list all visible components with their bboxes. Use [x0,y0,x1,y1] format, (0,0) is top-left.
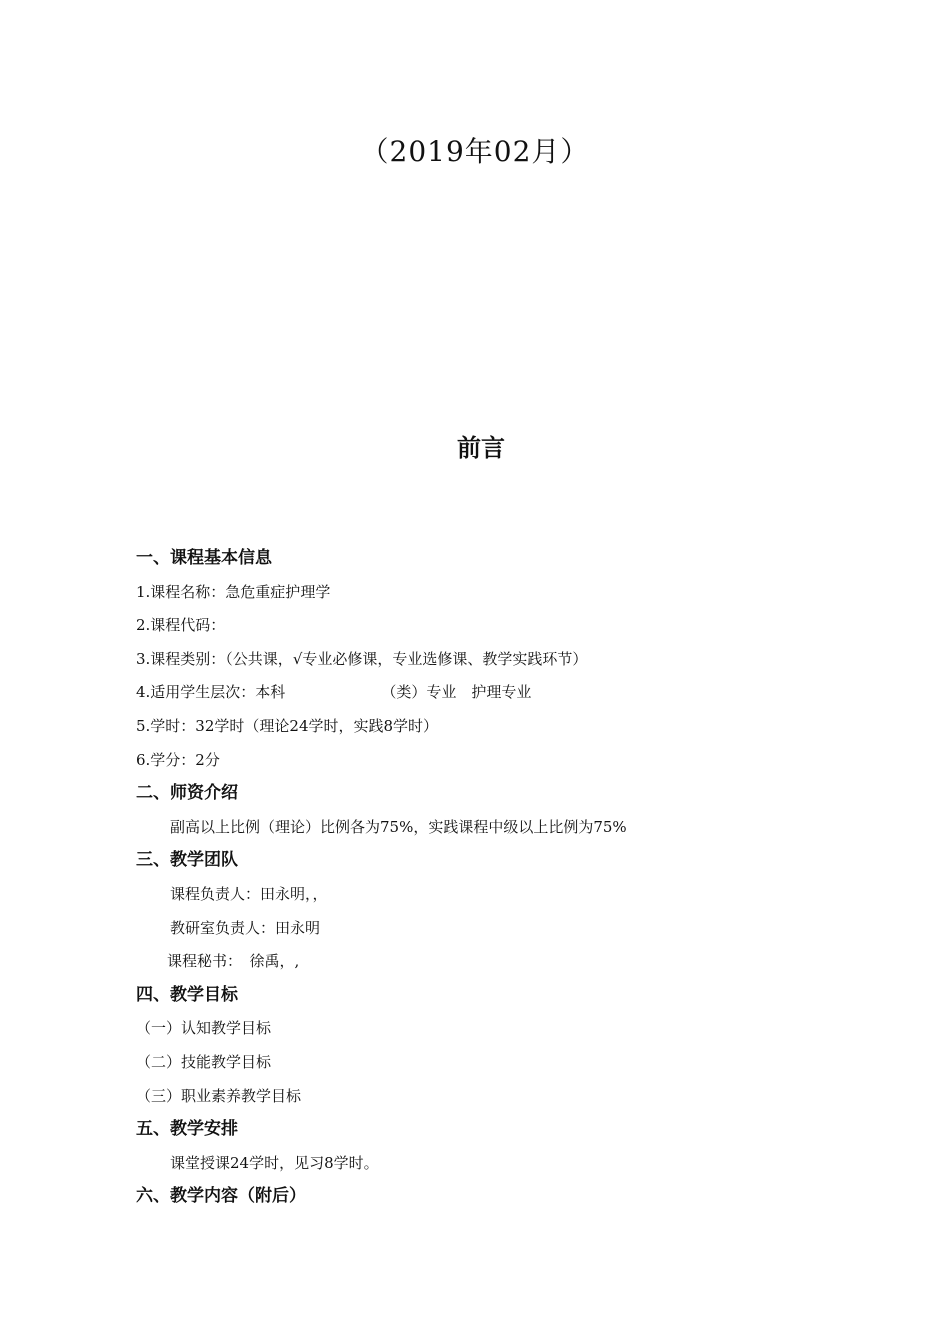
document-body [136,542,836,1214]
course-hours: 5.学时：32学时（理论24学时，实践8学时） [136,716,439,735]
student-level-label: 4.适用学生层次：本科 [136,683,286,702]
section-heading-faculty: 二、师资介绍 [136,783,238,804]
student-level [136,676,836,710]
student-major: （类）专业 护理专业 [381,683,532,702]
section-heading-goals: 四、教学目标 [136,984,238,1005]
document-date: （2019年02月） [360,135,590,168]
faculty-ratio: 副高以上比例（理论）比例各为75%，实践课程中级以上比例为75% [170,817,627,836]
course-category: 3.课程类别：（公共课，√专业必修课，专业选修课、教学实践环节） [136,649,588,668]
goal-cognitive: （一）认知教学目标 [136,1019,272,1038]
course-credits: 6.学分：2分 [136,750,220,769]
section-heading-team: 三、教学团队 [136,850,238,871]
course-name: 1.课程名称：急危重症护理学 [136,582,331,601]
arrangement-text: 课堂授课24学时，见习8学时。 [170,1153,379,1172]
goal-professional: （三）职业素养教学目标 [136,1086,302,1105]
preface-title: 前言 [457,434,505,462]
goal-skills: （二）技能教学目标 [136,1052,272,1071]
section-heading-content: 六、教学内容（附后） [136,1186,306,1207]
office-lead: 教研室负责人：田永明 [170,918,321,937]
course-lead: 课程负责人：田永明，， [170,884,328,903]
section-heading-arrangement: 五、教学安排 [136,1119,238,1140]
course-code: 2.课程代码： [136,616,226,635]
course-secretary: 课程秘书： 徐禹，, [167,952,300,971]
section-heading-basic-info: 一、课程基本信息 [136,548,272,568]
